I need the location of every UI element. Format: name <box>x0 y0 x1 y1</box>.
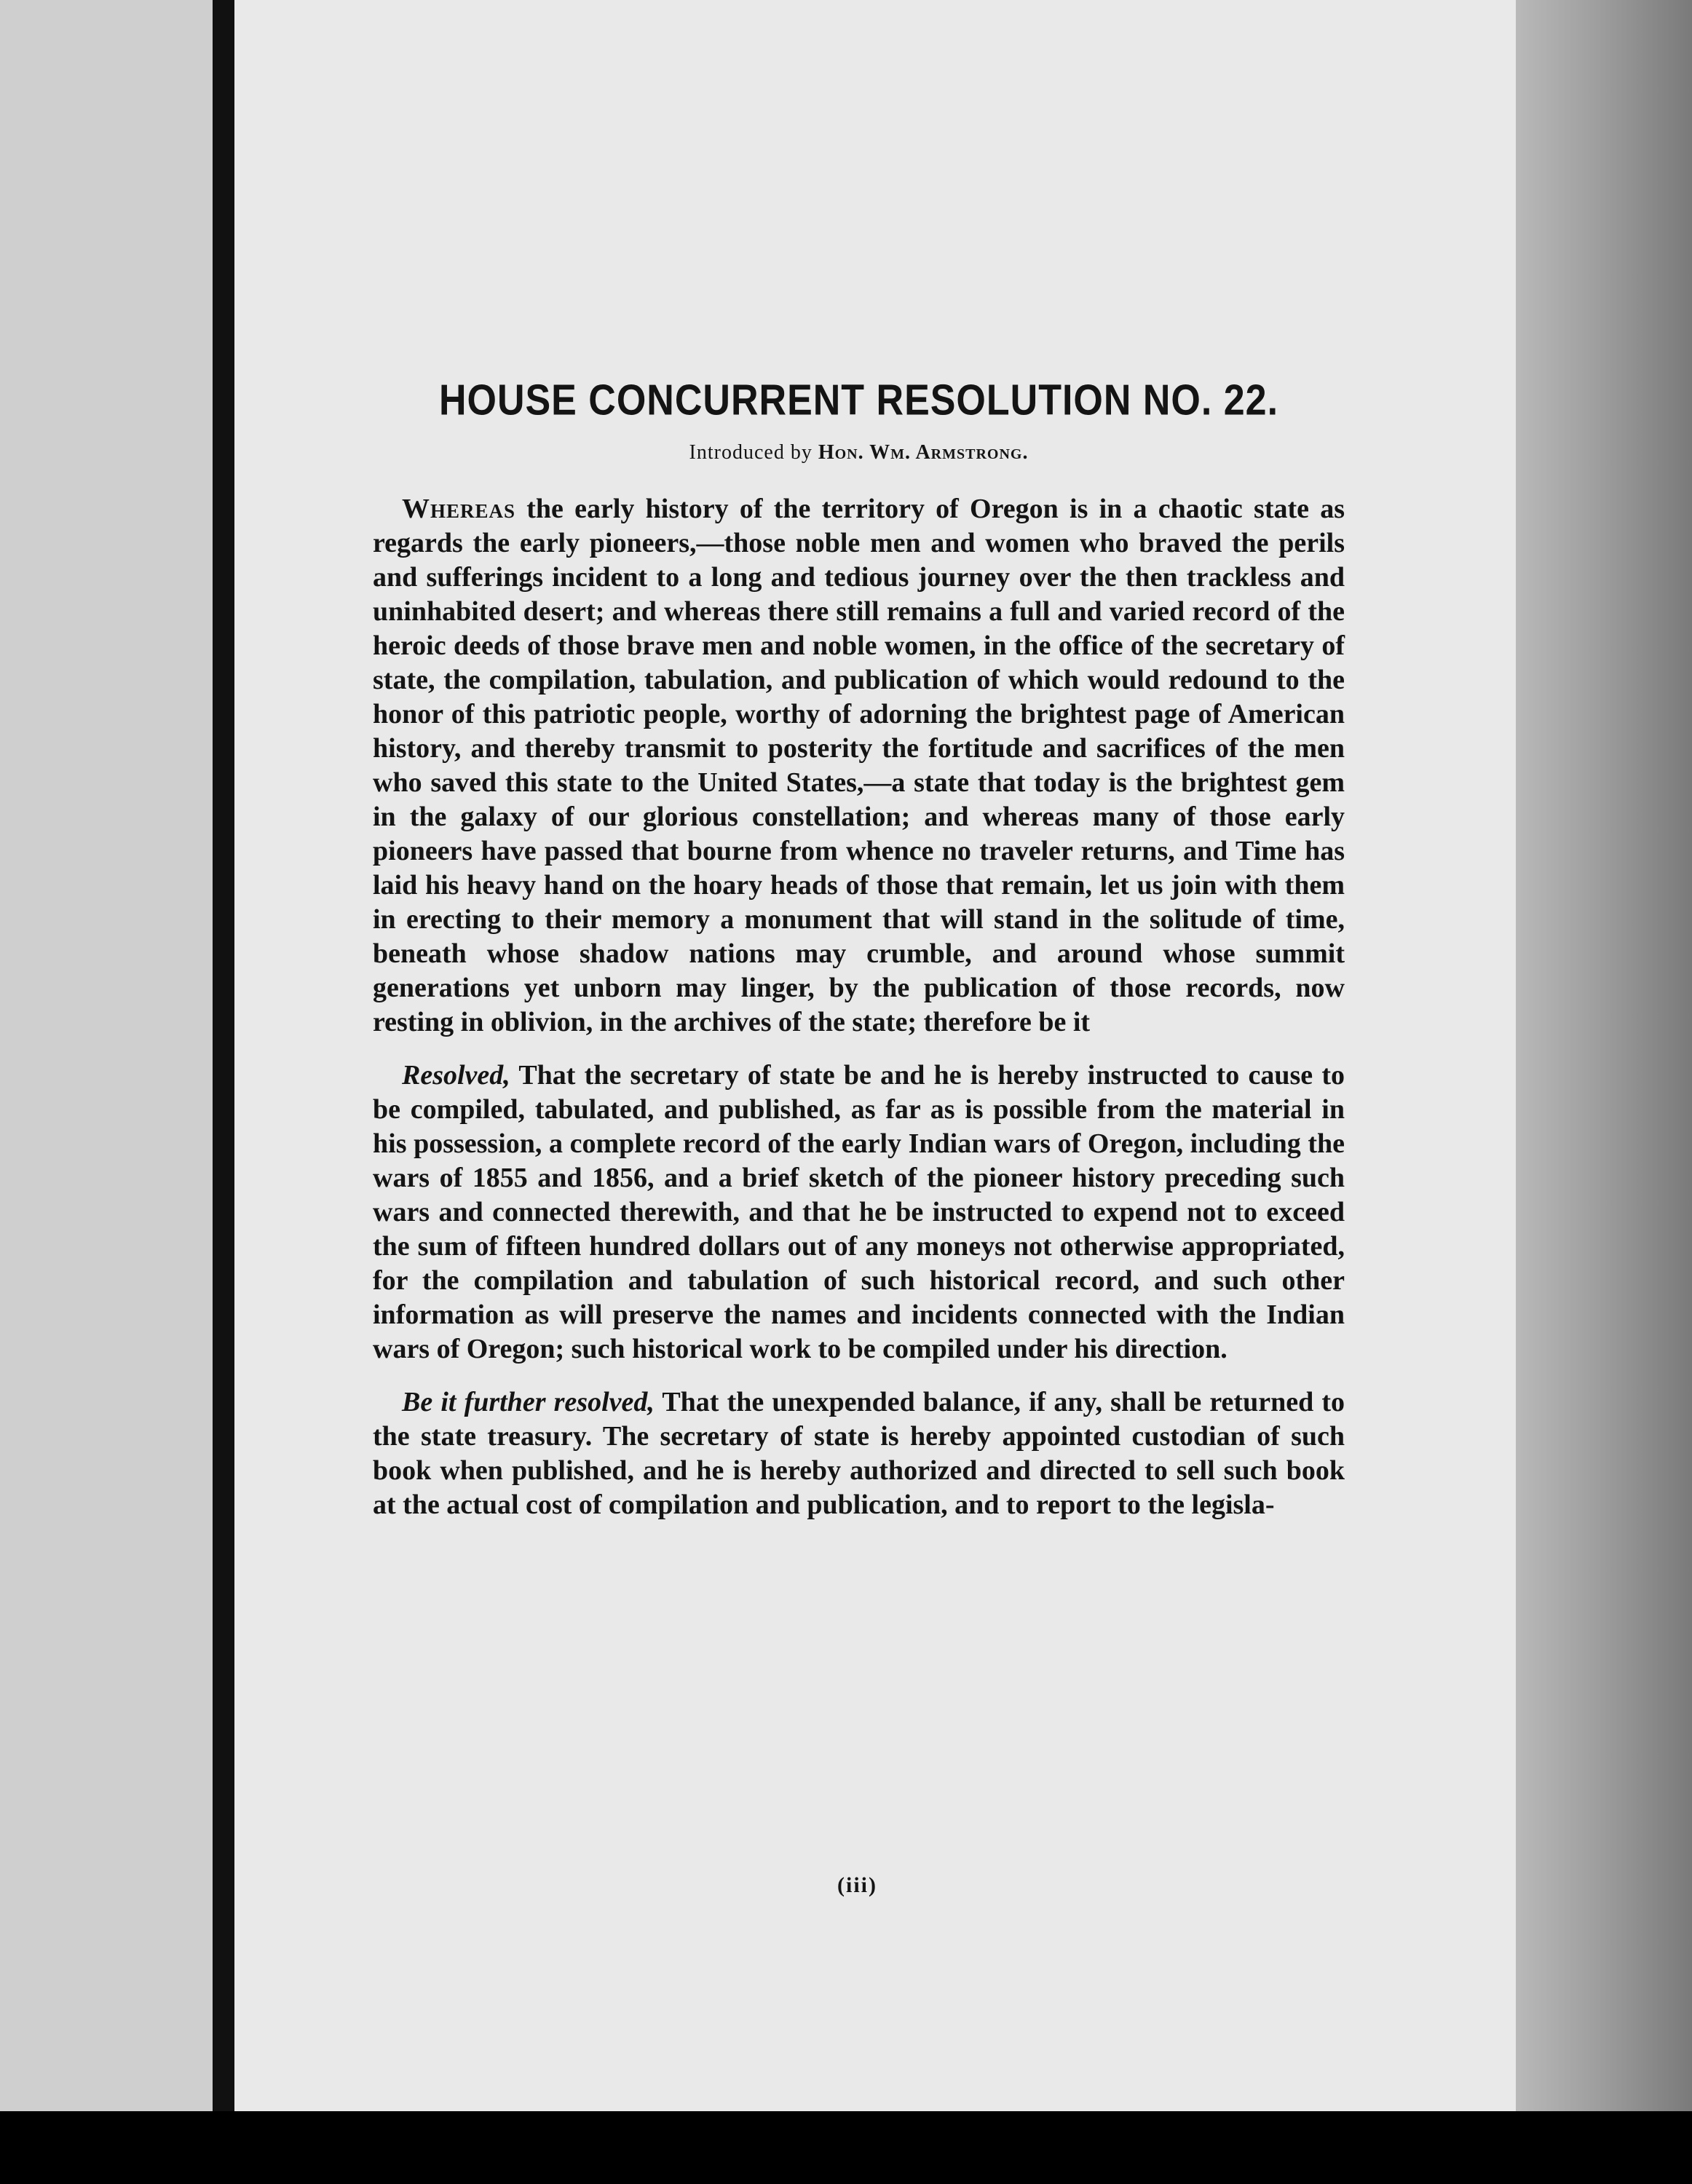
paragraph-resolved <box>373 1059 1345 1366</box>
introduced-name: Hon. Wm. Armstrong. <box>818 441 1029 464</box>
paragraph-whereas <box>373 492 1345 1040</box>
paragraph-lead: Be it further resolved, <box>402 1387 655 1417</box>
paragraph-text: That the unexpended balance, if any, shall be returned to the state treasury. The secretary of state is hereby appointed custodian of such book when published, and he is hereby authorized and directed to sell such book at the actual cost of compilation and publication, and to report to the legisla- <box>373 1387 1345 1520</box>
paragraph-text: That the secretary of state be and he is hereby instructed to cause to be compiled, tabulated, and published, as far as is possible from the material in his possession, a complete record of the early Indian wars of Oregon, including the wars of 1855 and 1856, and a brief sketch of the pioneer history preceding such wars and connected therewith, and that he be instructed to expend not to exceed the sum of fifteen hundred dollars out of any moneys not otherwise appropriated, for the compilation and tabulation of such historical record, and such other information as will preserve the names and incidents connected with the Indian wars of Oregon; such historical work to be compiled under his direction. <box>373 1060 1345 1364</box>
page-number: (iii) <box>837 1873 877 1897</box>
scan-border <box>0 2111 1692 2184</box>
paragraph-text: the early history of the territory of Oregon is in a chaotic state as regards the early pioneers,—those noble men and women who braved the perils and sufferings incident to a long and tedious journey over the then trackless and uninhabited desert; and whereas there still remains a full and varied record of the heroic deeds of those brave men and noble women, in the office of the secretary of state, the compilation, tabulation, and publication of which would redound to the honor of this patriotic people, worthy of adorning the brightest page of American history, and thereby transmit to posterity the fortitude and sacrifices of the men who saved this state to the United States,—a state that today is the brightest gem in the galaxy of our glorious constellation; and whereas many of those early pioneers have passed that bourne from whence no traveler returns, and Time has laid his heavy hand on the hoary heads of those that remain, let us join with them in erecting to their memory a monument that will stand in the solitude of time, beneath whose shadow nations may crumble, and around whose summit generations yet unborn may linger, by the publication of those records, now resting in oblivion, in the archives of the state; therefore be it <box>373 494 1345 1037</box>
introduced-by <box>373 441 1345 464</box>
left-page <box>0 0 213 2111</box>
document-body <box>373 376 1345 1541</box>
introduced-prefix: Introduced by <box>689 441 818 464</box>
book-binding <box>213 0 234 2111</box>
page-edges <box>1516 0 1692 2111</box>
paragraph-further-resolved <box>373 1385 1345 1522</box>
paragraph-lead: Resolved, <box>402 1060 510 1091</box>
paragraph-lead: Whereas <box>402 494 516 524</box>
page-title: HOUSE CONCURRENT RESOLUTION NO. 22. <box>438 376 1279 425</box>
